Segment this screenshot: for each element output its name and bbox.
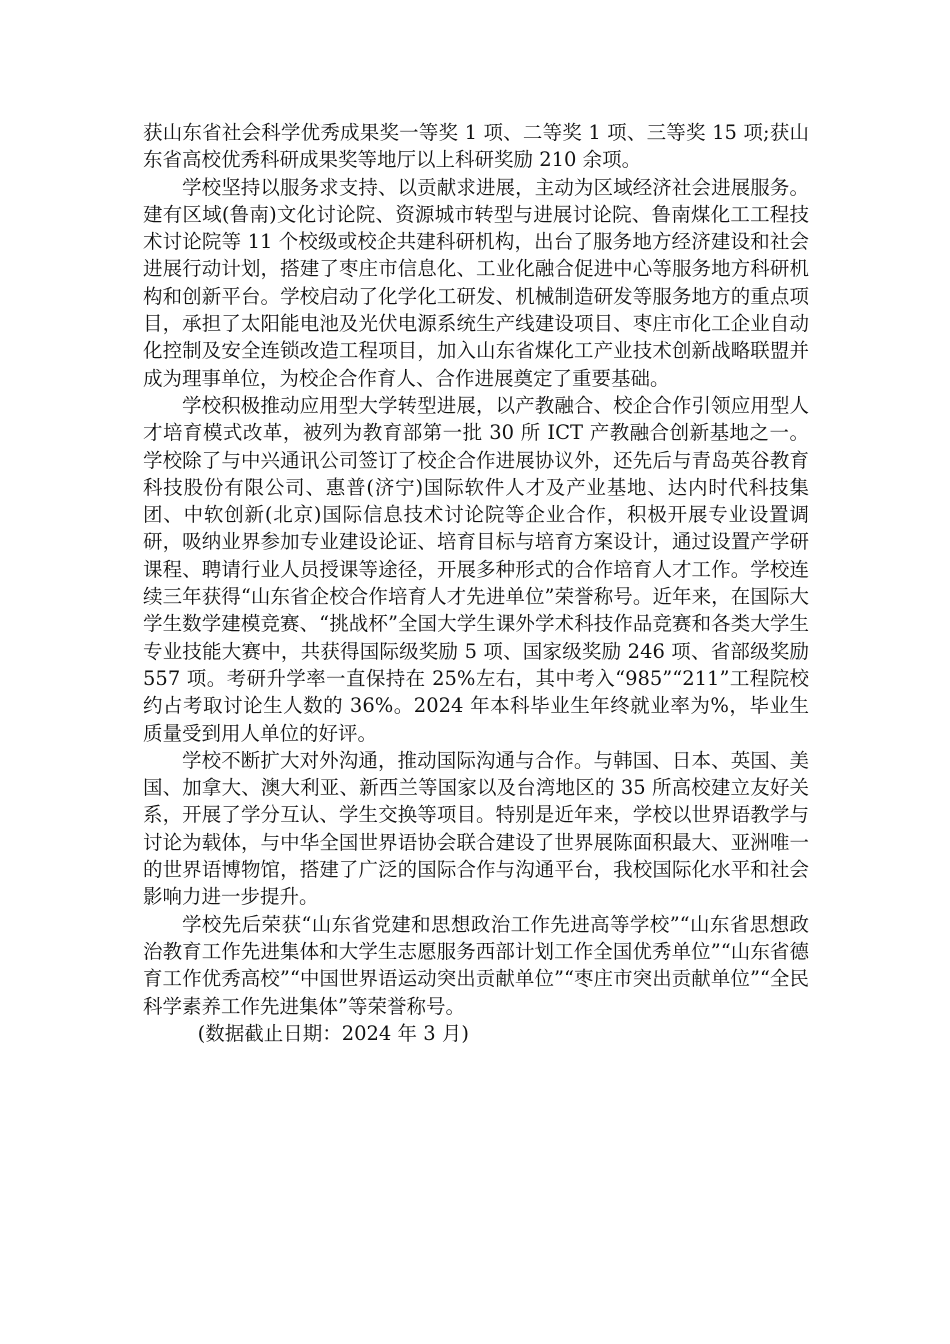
paragraph-applied-university: 学校积极推动应用型大学转型进展，以产教融合、校企合作引领应用型人才培育模式改革，被列为教育部第一批 30 所 ICT 产教融合创新基地之一。学校除了与中兴通讯公司签订了校企合作进展协议外，还先后与青岛英谷教育科技股份有限公司、惠普(济宁)国际软件人才及产业基地、达内时代科技集团、中软创新(北京)国际信息技术讨论院等企业合作，积极开展专业设置调研，吸纳业界参加专业建设论证、培育目标与培育方案设计，通过设置产学研课程、聘请行业人员授课等途径，开展多种形式的合作培育人才工作。学校连续三年获得“山东省企校合作培育人才先进单位”荣誉称号。近年来，在国际大学生数学建模竞赛、“挑战杯”全国大学生课外学术科技作品竞赛和各类大学生专业技能大赛中，共获得国际级奖励 5 项、国家级奖励 246 项、省部级奖励 557 项。考研升学率一直保持在 25%左右，其中考入“985”“211”工程院校约占考取讨论生人数的 36%。2024 年本科毕业生年终就业率为%，毕业生质量受到用人单位的好评。 [143, 393, 809, 745]
paragraph-honors: 学校先后荣获“山东省党建和思想政治工作先进高等学校”“山东省思想政治教育工作先进集体和大学生志愿服务西部计划工作全国优秀单位”“山东省德育工作优秀高校”“中国世界语运动突出贡献单位”“枣庄市突出贡献单位”“全民科学素养工作先进集体”等荣誉称号。 [143, 912, 809, 1018]
document-page [143, 119, 809, 1047]
paragraph-regional-service: 学校坚持以服务求支持、以贡献求进展，主动为区域经济社会进展服务。建有区域(鲁南)文化讨论院、资源城市转型与进展讨论院、鲁南煤化工工程技术讨论院等 11 个校级或校企共建科研机构，出台了服务地方经济建设和社会进展行动计划，搭建了枣庄市信息化、工业化融合促进中心等服务地方科研机构和创新平台。学校启动了化学化工研发、机械制造研发等服务地方的重点项目，承担了太阳能电池及光伏电源系统生产线建设项目、枣庄市化工企业自动化控制及安全连锁改造工程项目，加入山东省煤化工产业技术创新战略联盟并成为理事单位，为校企合作育人、合作进展奠定了重要基础。 [143, 175, 809, 390]
paragraph-awards-continued: 获山东省社会科学优秀成果奖一等奖 1 项、二等奖 1 项、三等奖 15 项;获山东省高校优秀科研成果奖等地厅以上科研奖励 210 余项。 [143, 121, 809, 172]
paragraph-international-exchange: 学校不断扩大对外沟通，推动国际沟通与合作。与韩国、日本、英国、美国、加拿大、澳大利亚、新西兰等国家以及台湾地区的 35 所高校建立友好关系，开展了学分互认、学生交换等项目。特别是近年来，学校以世界语教学与讨论为载体，与中华全国世界语协会联合建设了世界展陈面积最大、亚洲唯一的世界语博物馆，搭建了广泛的国际合作与沟通平台，我校国际化水平和社会影响力进一步提升。 [143, 748, 809, 909]
data-cutoff-date: (数据截止日期：2024 年 3 月) [197, 1021, 469, 1045]
